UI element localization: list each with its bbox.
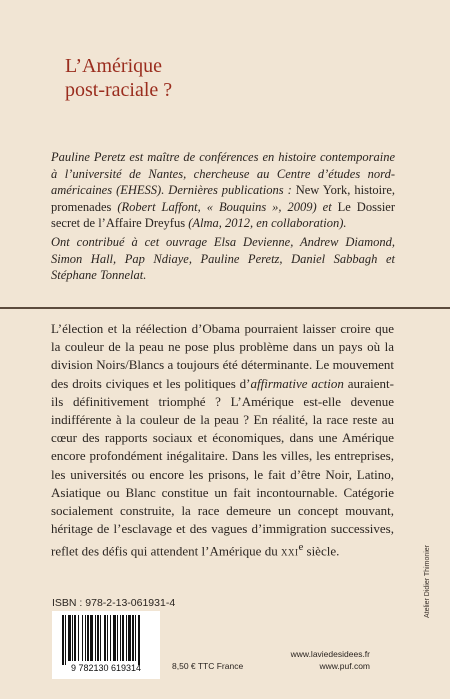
bio-part-3: (Robert Laffont, « Bouquins », 2009) et bbox=[111, 199, 338, 214]
book-title bbox=[65, 54, 172, 102]
book-title-line-1: L’Amérique bbox=[65, 55, 163, 77]
book-title-line-2: post-raciale ? bbox=[65, 79, 173, 101]
bio-book-2: Le Dossier secret de l’Affaire Dreyfus bbox=[51, 199, 396, 231]
bio-part-1: Pauline Peretz est maître de conférences en histoire contemporaine à l’université de Nantes, chercheuse au Centre d’études nord-américaines (EHESS). Dernières publications : bbox=[51, 150, 395, 198]
summary-part-2: auraient-ils définitivement triomphé ? L’Amérique est-elle devenue indifférente à la couleur de la peau ? En réalité, la race reste au cœur des rapports sociaux et économiques, dans une Amérique encore profondément inégalitaire. Dans les villes, les entreprises, les universités ou encore les prisons, le fait d’être Noir, Latino, Asiatique ou Blanc constitue un fait incontournable. Catégorie socialement construite, la race demeure un concept mouvant, héritage de l’esclavage et des vagues d’immigration successives, reflet des défis qui attendent l’Amérique du bbox=[51, 375, 394, 559]
author-bio bbox=[51, 149, 395, 232]
summary-italic-term: affirmative action bbox=[250, 375, 344, 391]
website-puf: www.puf.com bbox=[319, 661, 370, 671]
divider-rule bbox=[0, 307, 450, 309]
isbn-label: ISBN : 978-2-13-061931-4 bbox=[52, 597, 176, 609]
barcode-digits: 9 782130 619314 bbox=[70, 663, 142, 673]
book-summary bbox=[51, 320, 394, 561]
summary-part-1: L’élection et la réélection d’Obama pourraient laisser croire que la couleur de la peau ne pose plus problème dans un pays où la division Noirs/Blancs a toujours été déterminante. Le mouvement des droits civiques et les politiques d’ bbox=[51, 321, 394, 391]
price-label: 8,50 € TTC France bbox=[172, 661, 244, 671]
barcode-bars-icon bbox=[56, 615, 156, 665]
cover-credit: Atelier Didier Thimonier bbox=[424, 544, 431, 618]
website-laviedesidees: www.laviedesidees.fr bbox=[290, 649, 370, 659]
websites bbox=[270, 648, 370, 672]
bio-part-5: (Alma, 2012, en collaboration). bbox=[185, 216, 347, 231]
contributors-text: Ont contribué à cet ouvrage Elsa Devienne, Andrew Diamond, Simon Hall, Pap Ndiaye, Pauline Peretz, Daniel Sabbagh et Stéphane Tonnelat. bbox=[51, 235, 395, 283]
summary-century: xxi bbox=[280, 543, 299, 559]
summary-part-3: siècle. bbox=[303, 543, 340, 559]
bio-book-1: New York, histoire, promenades bbox=[51, 183, 395, 214]
summary-century-sup: e bbox=[298, 541, 304, 554]
barcode bbox=[52, 611, 160, 679]
